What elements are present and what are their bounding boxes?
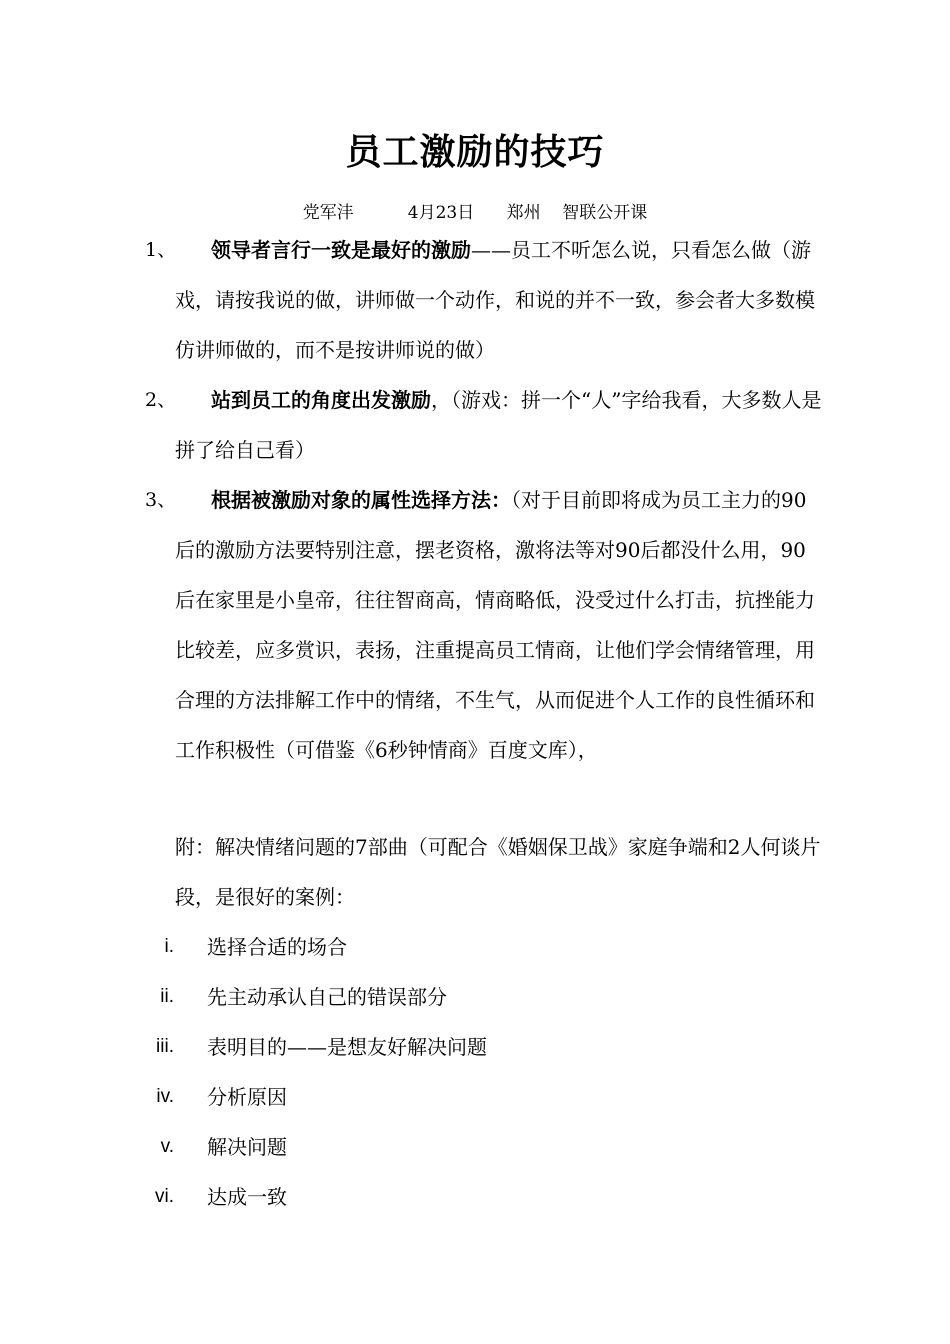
item-number: 3、 <box>145 489 177 511</box>
step-number: v. <box>160 1136 174 1157</box>
item-heading: 站到员工的角度出发激励 <box>211 388 431 412</box>
step-number: ii. <box>160 986 174 1007</box>
item-heading: 根据被激励对象的属性选择方法： <box>211 488 511 512</box>
step-text: 选择合适的场合 <box>207 935 347 959</box>
item-number: 2、 <box>145 389 177 411</box>
document-title: 员工激励的技巧 <box>345 131 605 173</box>
step-text: 分析原因 <box>207 1085 287 1109</box>
item-text <box>175 375 825 475</box>
step-number: i. <box>164 936 174 957</box>
item-text <box>175 475 825 775</box>
item-body: （对于目前即将成为员工主力的90后的激励方法要特别注意，摆老资格，激将法等对90后都没什么用，90后在家里是小皇帝，往往智商高，情商略低，没受过什么打击，抗挫能力比较差，应多赏识，表扬，注重提高员工情商，让他们学会情绪管理，用合理的方法排解工作中的情绪，不生气，从而促进个人工作的良性循环和工作积极性（可借鉴《6秒钟情商》百度文库）， <box>175 488 815 762</box>
item-body: ——员工不听怎么说，只看怎么做（游戏，请按我说的做，讲师做一个动作，和说的并不一致，参会者大多数模仿讲师做的，而不是按讲师说的做） <box>175 238 815 362</box>
item-text <box>175 225 825 375</box>
byline: 党军沣 4月23日 郑州 智联公开课 <box>302 203 648 223</box>
appendix-paragraph: 附：解决情绪问题的7部曲（可配合《婚姻保卫战》家庭争端和2人何谈片段，是很好的案例： <box>175 835 821 909</box>
step-number: iii. <box>156 1036 174 1057</box>
item-body: ，（游戏：拼一个“人”字给我看，大多数人是拼了给自己看） <box>175 388 822 462</box>
step-text: 表明目的——是想友好解决问题 <box>207 1035 487 1059</box>
step-text: 先主动承认自己的错误部分 <box>207 985 447 1009</box>
step-number: iv. <box>156 1086 174 1107</box>
item-heading: 领导者言行一致是最好的激励 <box>211 238 471 262</box>
item-number: 1、 <box>145 239 177 261</box>
step-text: 解决问题 <box>207 1135 287 1159</box>
step-number: vi. <box>155 1186 174 1207</box>
step-text: 达成一致 <box>207 1185 287 1209</box>
